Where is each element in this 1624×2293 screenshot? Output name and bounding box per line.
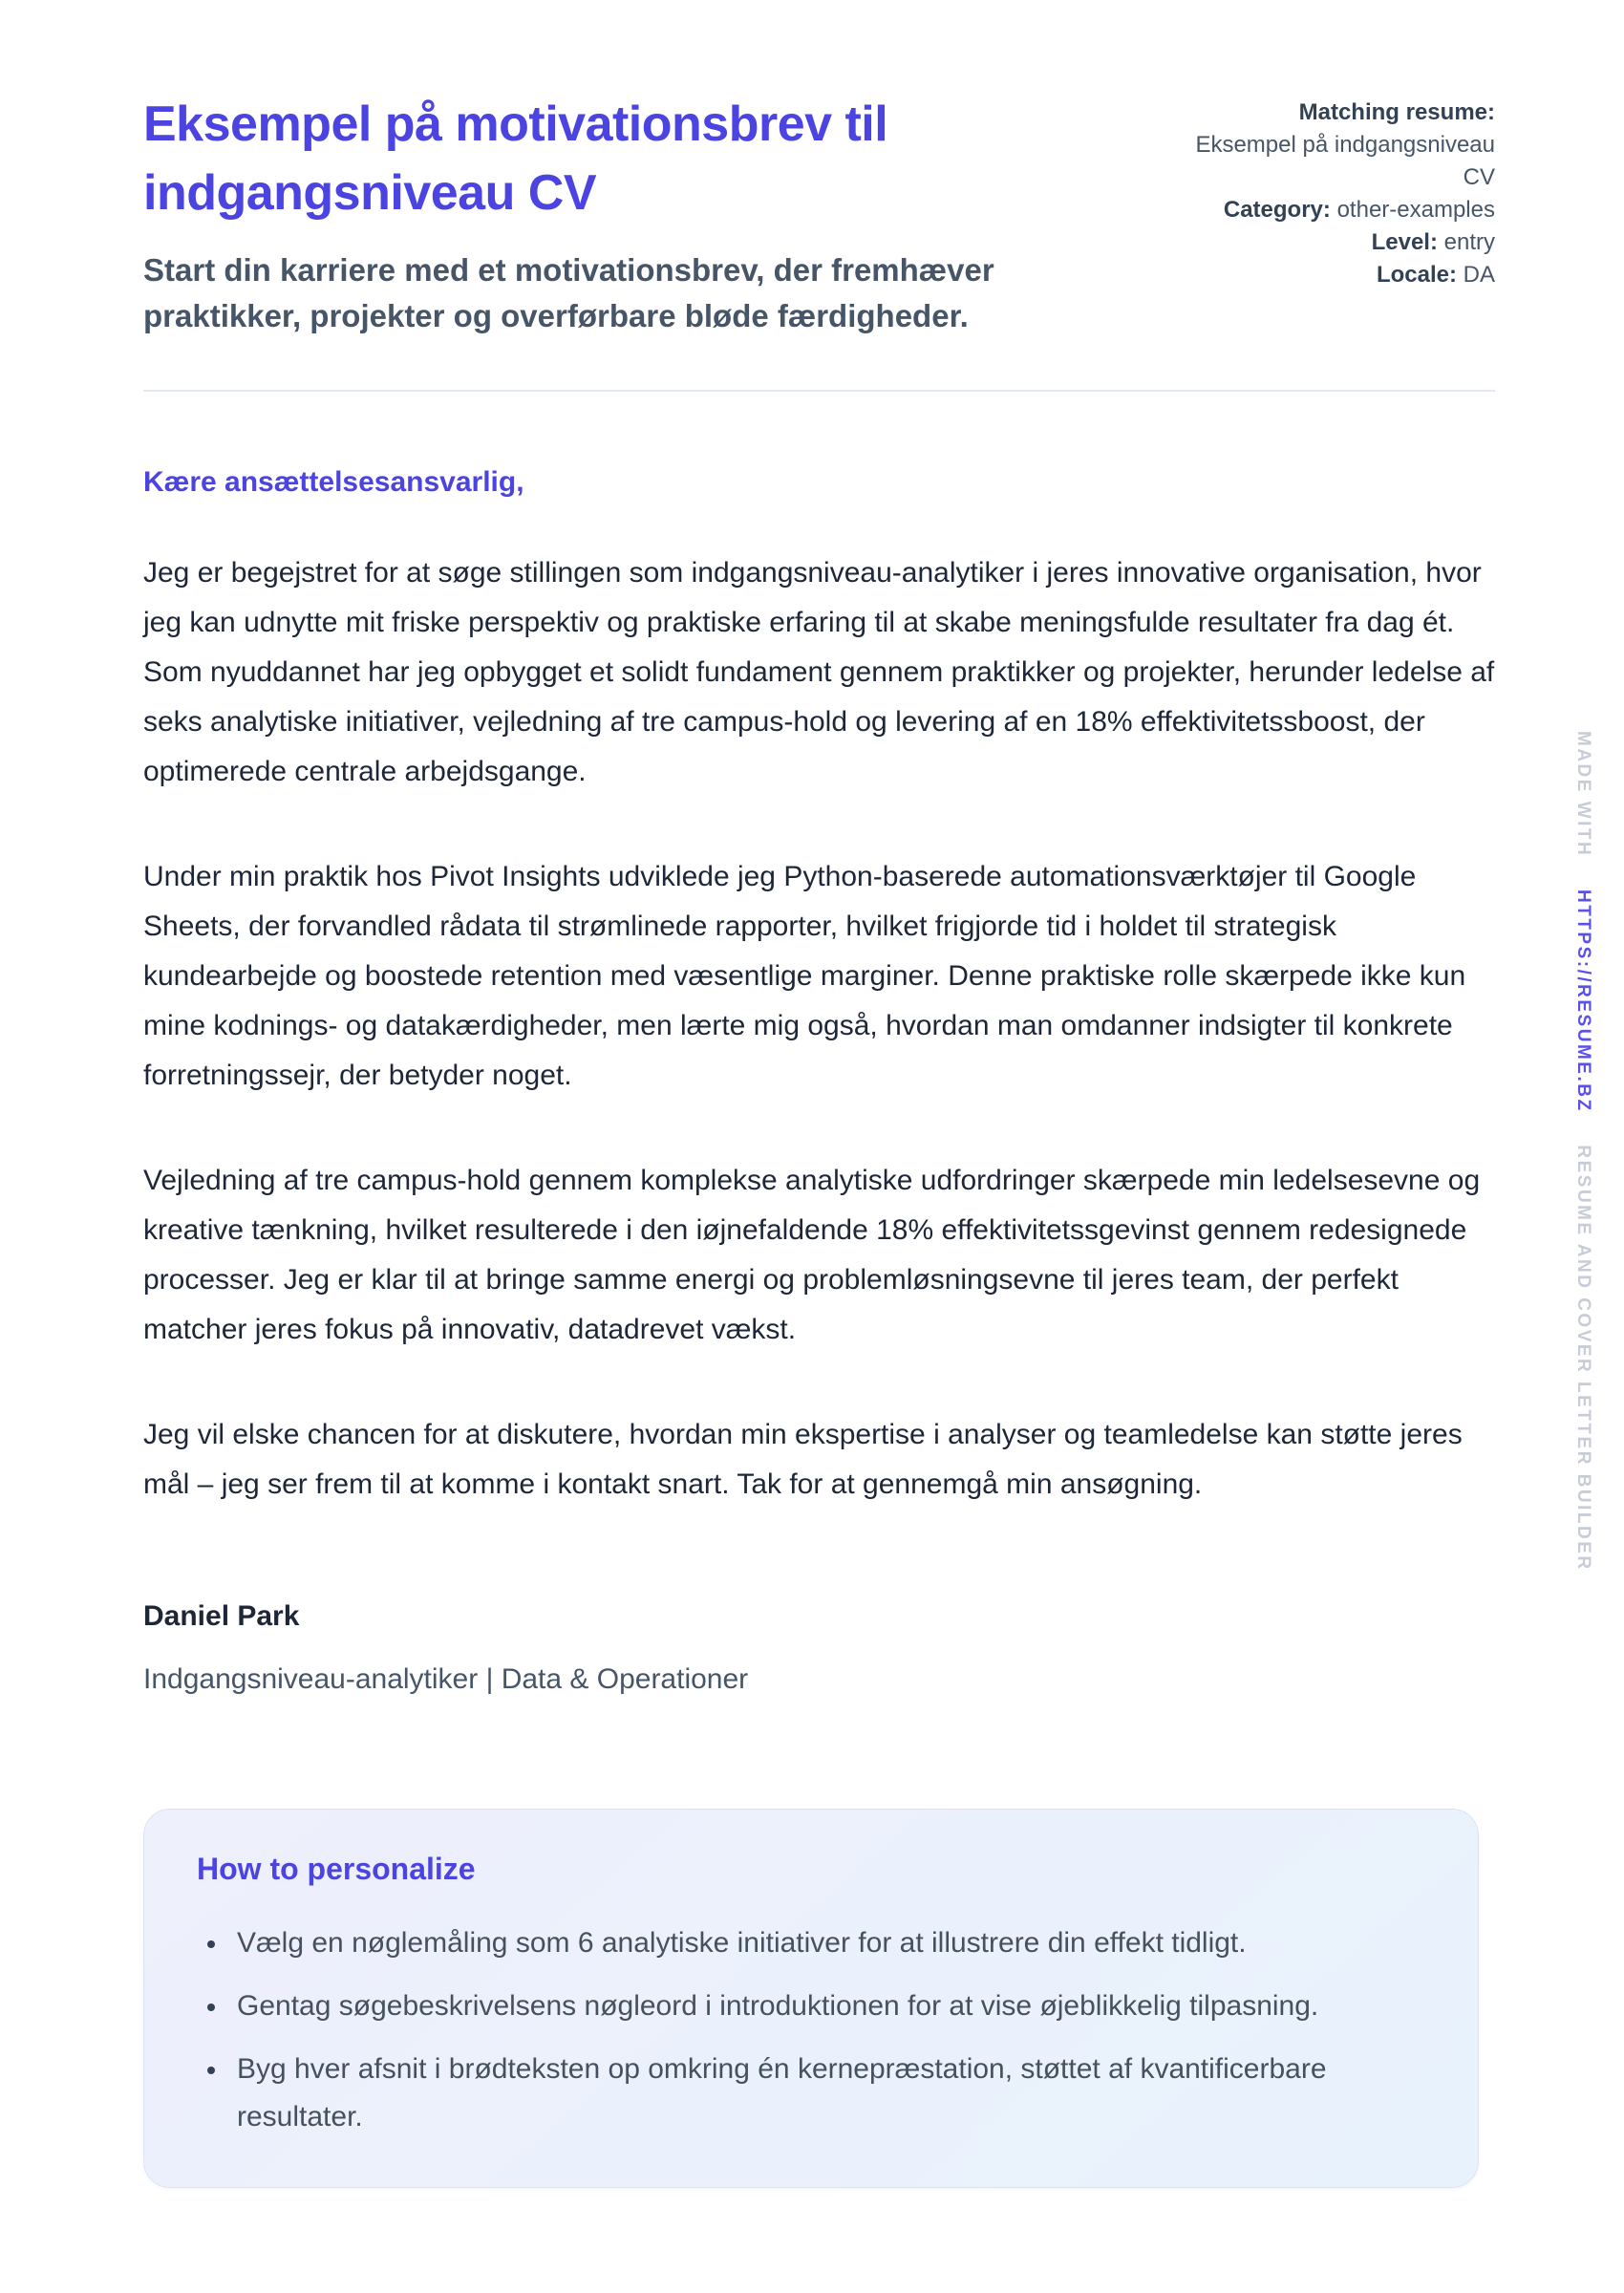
- meta-label: Level:: [1371, 229, 1438, 255]
- watermark-url: HTTPS://RESUME.BZ: [1573, 889, 1593, 1113]
- meta-level: [1193, 226, 1495, 259]
- page-title: Eksempel på motivationsbrev til indgangsniveau CV: [143, 96, 888, 221]
- personalize-box: [143, 1809, 1479, 2188]
- meta-matching-resume: [1193, 96, 1495, 194]
- resume-meta: [1193, 91, 1495, 291]
- meta-label: Matching resume:: [1298, 99, 1495, 125]
- personalize-heading: How to personalize: [197, 1852, 476, 1887]
- watermark-vertical-text: [1572, 731, 1593, 1572]
- meta-value: entry: [1443, 229, 1495, 255]
- signature-name: Daniel Park: [143, 1600, 300, 1633]
- signature-title: Indgangsniveau-analytiker | Data & Operationer: [143, 1663, 749, 1696]
- letter-greeting: Kære ansættelsesansvarlig,: [143, 466, 524, 499]
- watermark-made-with: MADE WITH: [1573, 731, 1593, 866]
- header: [143, 91, 1495, 340]
- meta-locale: [1193, 259, 1495, 291]
- letter-paragraph-1: Jeg er begejstret for at søge stillingen som indgangsniveau-analytiker i jeres innovative organisation, hvor jeg kan udnytte mit friske perspektiv og praktiske erfaring til at skabe meningsfulde resultater fra dag ét. Som nyuddannet har jeg opbygget et solidt fundament gennem praktikker og projekter, herunder ledelse af seks analytiske initiativer, vejledning af tre campus-hold og levering af en 18% effektivitetssboost, der optimerede centrale arbejdsgange.: [143, 557, 1495, 788]
- meta-category: [1193, 194, 1495, 226]
- meta-value: Eksempel på indgangsniveau CV: [1195, 132, 1495, 190]
- meta-label: Category:: [1223, 197, 1331, 223]
- meta-value: other-examples: [1336, 197, 1495, 223]
- header-divider: [143, 390, 1495, 392]
- personalize-list: [197, 1919, 1425, 2141]
- meta-value: DA: [1463, 262, 1495, 288]
- personalize-bullet-1: • Vælg en nøglemåling som 6 analytiske initiativer for at illustrere din effekt tidligt.: [229, 1919, 1425, 1967]
- letter-paragraph-2: Under min praktik hos Pivot Insights udviklede jeg Python-baserede automationsværktøjer til Google Sheets, der forvandled rådata til strømlinede rapporter, hvilket frigjorde tid i holdet til strategisk kundearbejde og boostede retention med væsentlige marginer. Denne praktiske rolle skærpede ikke kun mine kodnings- og datakærdigheder, men lærte mig også, hvordan man omdanner indsigter til konkrete forretningssejr, der betyder noget.: [143, 861, 1466, 1092]
- title-block: [143, 91, 1022, 340]
- meta-label: Locale:: [1376, 262, 1457, 288]
- personalize-bullet-2: • Gentag søgebeskrivelsens nøgleord i introduktionen for at vise øjeblikkelig tilpasning.: [229, 1982, 1425, 2030]
- personalize-bullet-3: • Byg hver afsnit i brødteksten op omkring én kernepræstation, støttet af kvantificerbare resultater.: [229, 2046, 1425, 2141]
- page-subtitle: Start din karriere med et motivationsbrev, der fremhæver praktikker, projekter og overførbare bløde færdigheder.: [143, 251, 994, 334]
- letter-paragraph-3: Vejledning af tre campus-hold gennem komplekse analytiske udfordringer skærpede min ledelsesevne og kreative tænkning, hvilket resulterede i den iøjnefaldende 18% effektivitetssgevinst gennem redesignede processer. Jeg er klar til at bringe samme energi og problemløsningsevne til jeres team, der perfekt matcher jeres fokus på innovativ, datadrevet vækst.: [143, 1165, 1481, 1346]
- letter-paragraph-4: Jeg vil elske chancen for at diskutere, hvordan min ekspertise i analyser og teamledelse kan støtte jeres mål – jeg ser frem til at komme i kontakt snart. Tak for at gennemgå min ansøgning.: [143, 1419, 1463, 1501]
- watermark-tagline: RESUME AND COVER LETTER BUILDER: [1573, 1137, 1593, 1572]
